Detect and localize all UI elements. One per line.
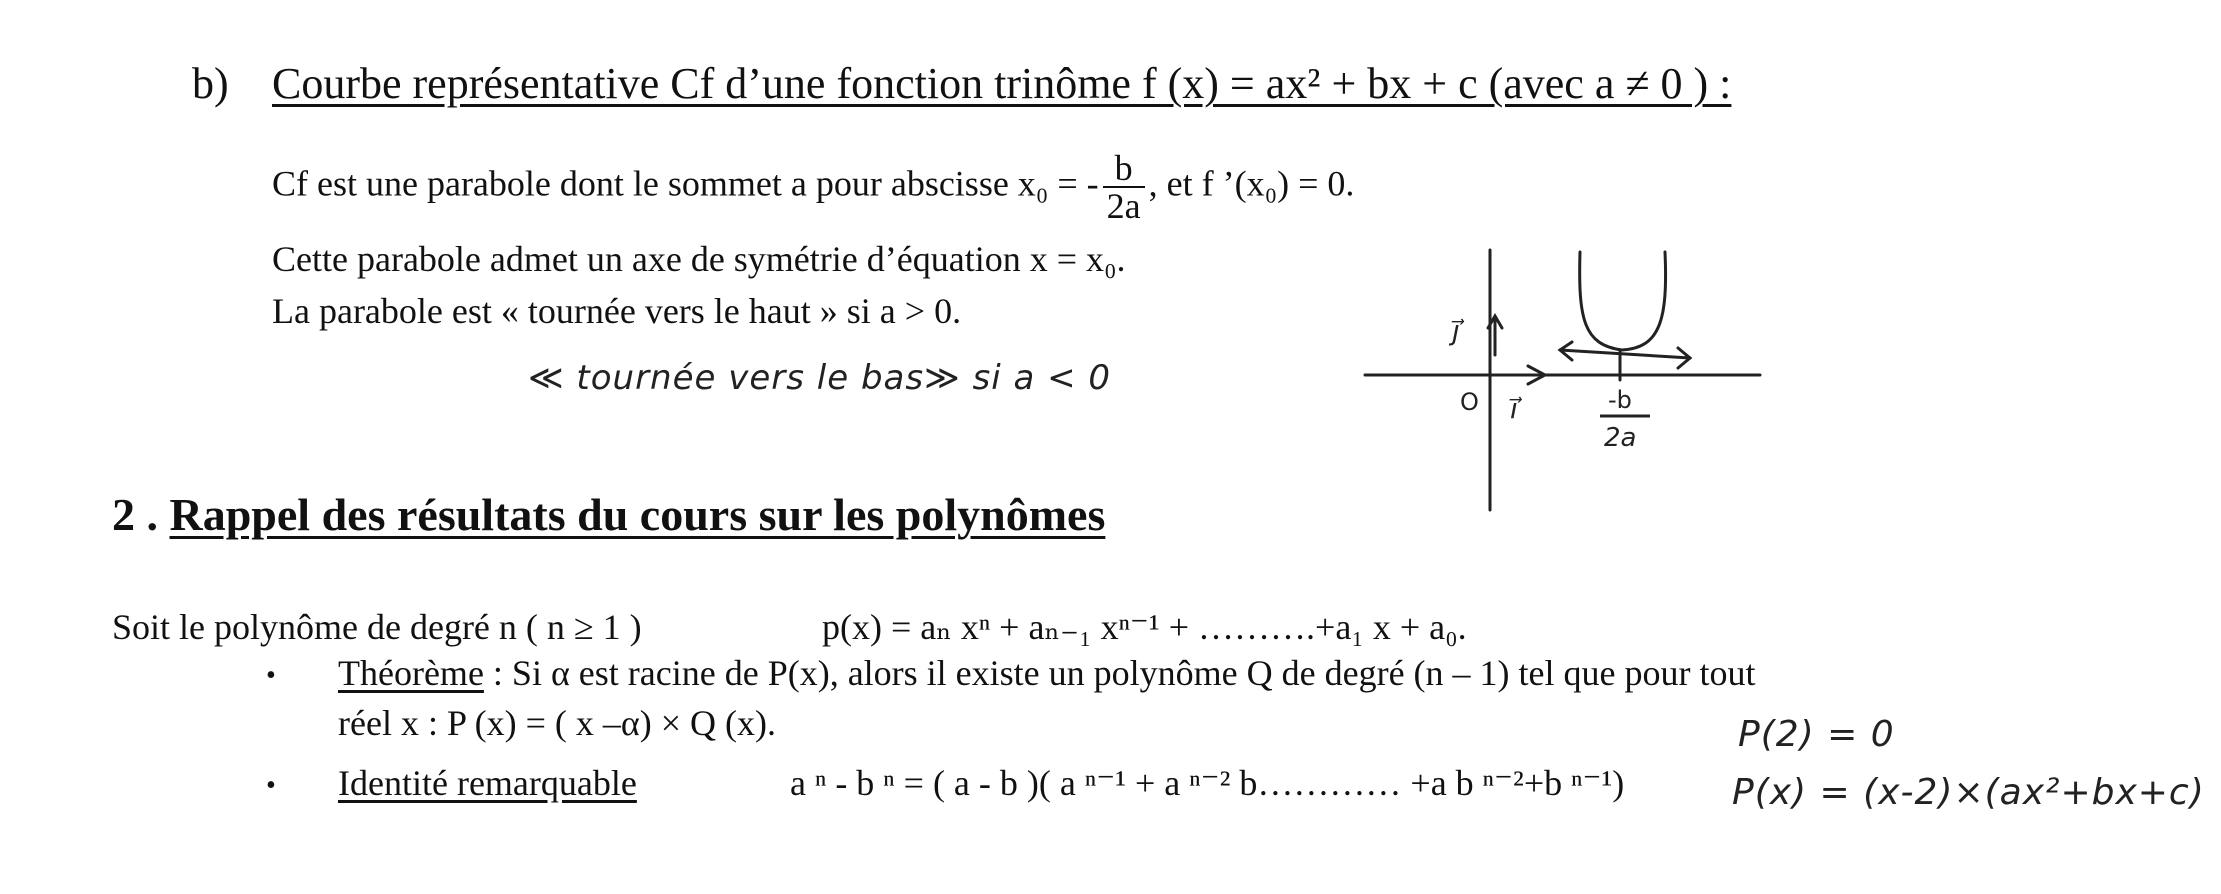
sketch-j-label: j⃗: [1452, 314, 1460, 347]
theorem-line-1: [338, 652, 1756, 694]
identity-formula: a ⁿ - b ⁿ = ( a - b )( a ⁿ⁻¹ + a ⁿ⁻² b………… +a b ⁿ⁻²+b ⁿ⁻¹): [790, 763, 1625, 803]
theorem-label: Théorème: [338, 653, 484, 693]
sketch-origin-label: O: [1460, 388, 1479, 416]
parabola-line-1: [272, 150, 1354, 224]
handwritten-p2: P(2) = 0: [1738, 714, 1895, 755]
vertex-fraction-den: 2a: [1106, 186, 1141, 226]
section-b-title: Courbe représentative Cf d’une fonction trinôme f (x) = ax² + bx + c (avec a ≠ 0 ) :: [272, 59, 1732, 108]
poly-intro: Soit le polynôme de degré n ( n ≥ 1 ): [112, 607, 642, 647]
parabola-line-1-prefix: Cf est une parabole dont le sommet a pour abscisse x₀ = -: [272, 163, 1099, 204]
sketch-vertex-num: -b: [1608, 386, 1632, 414]
parabola-sketch: [1360, 240, 1780, 520]
bullet-identity-dot: •: [266, 770, 276, 801]
parabola-line-2: Cette parabole admet un axe de symétrie d’équation x = x₀.: [272, 239, 1126, 279]
handwritten-factor: P(x) = (x-2)×(ax²+bx+c): [1732, 772, 2205, 813]
vertex-fraction: [1103, 150, 1145, 224]
theorem-line-2: réel x : P (x) = ( x –α) × Q (x).: [338, 703, 777, 743]
section-2-number: 2 .: [112, 489, 158, 540]
theorem-text: : Si α est racine de P(x), alors il existe un polynôme Q de degré (n – 1) tel que pour tout: [483, 653, 1756, 693]
section-2-heading: [112, 488, 1105, 541]
section-2-title: Rappel des résultats du cours sur les polynômes: [169, 489, 1106, 540]
parabola-line-1-suffix: , et f ’(x₀) = 0.: [1148, 163, 1355, 204]
section-b-label: b): [192, 59, 229, 108]
sketch-vertex-den: 2a: [1604, 423, 1637, 453]
identity-label: Identité remarquable: [338, 763, 637, 803]
sketch-parabola: [1580, 252, 1666, 350]
handwritten-note-down: ≪ tournée vers le bas≫ si a < 0: [528, 358, 1112, 398]
poly-formula: p(x) = aₙ xⁿ + aₙ₋₁ xⁿ⁻¹ + ……….+a₁ x + a₀.: [822, 607, 1467, 647]
vertex-fraction-num: b: [1103, 150, 1145, 188]
parabola-line-3: La parabole est « tournée vers le haut » si a > 0.: [272, 291, 962, 331]
sketch-i-label: i⃗: [1510, 392, 1518, 425]
bullet-theorem-dot: •: [266, 660, 276, 691]
